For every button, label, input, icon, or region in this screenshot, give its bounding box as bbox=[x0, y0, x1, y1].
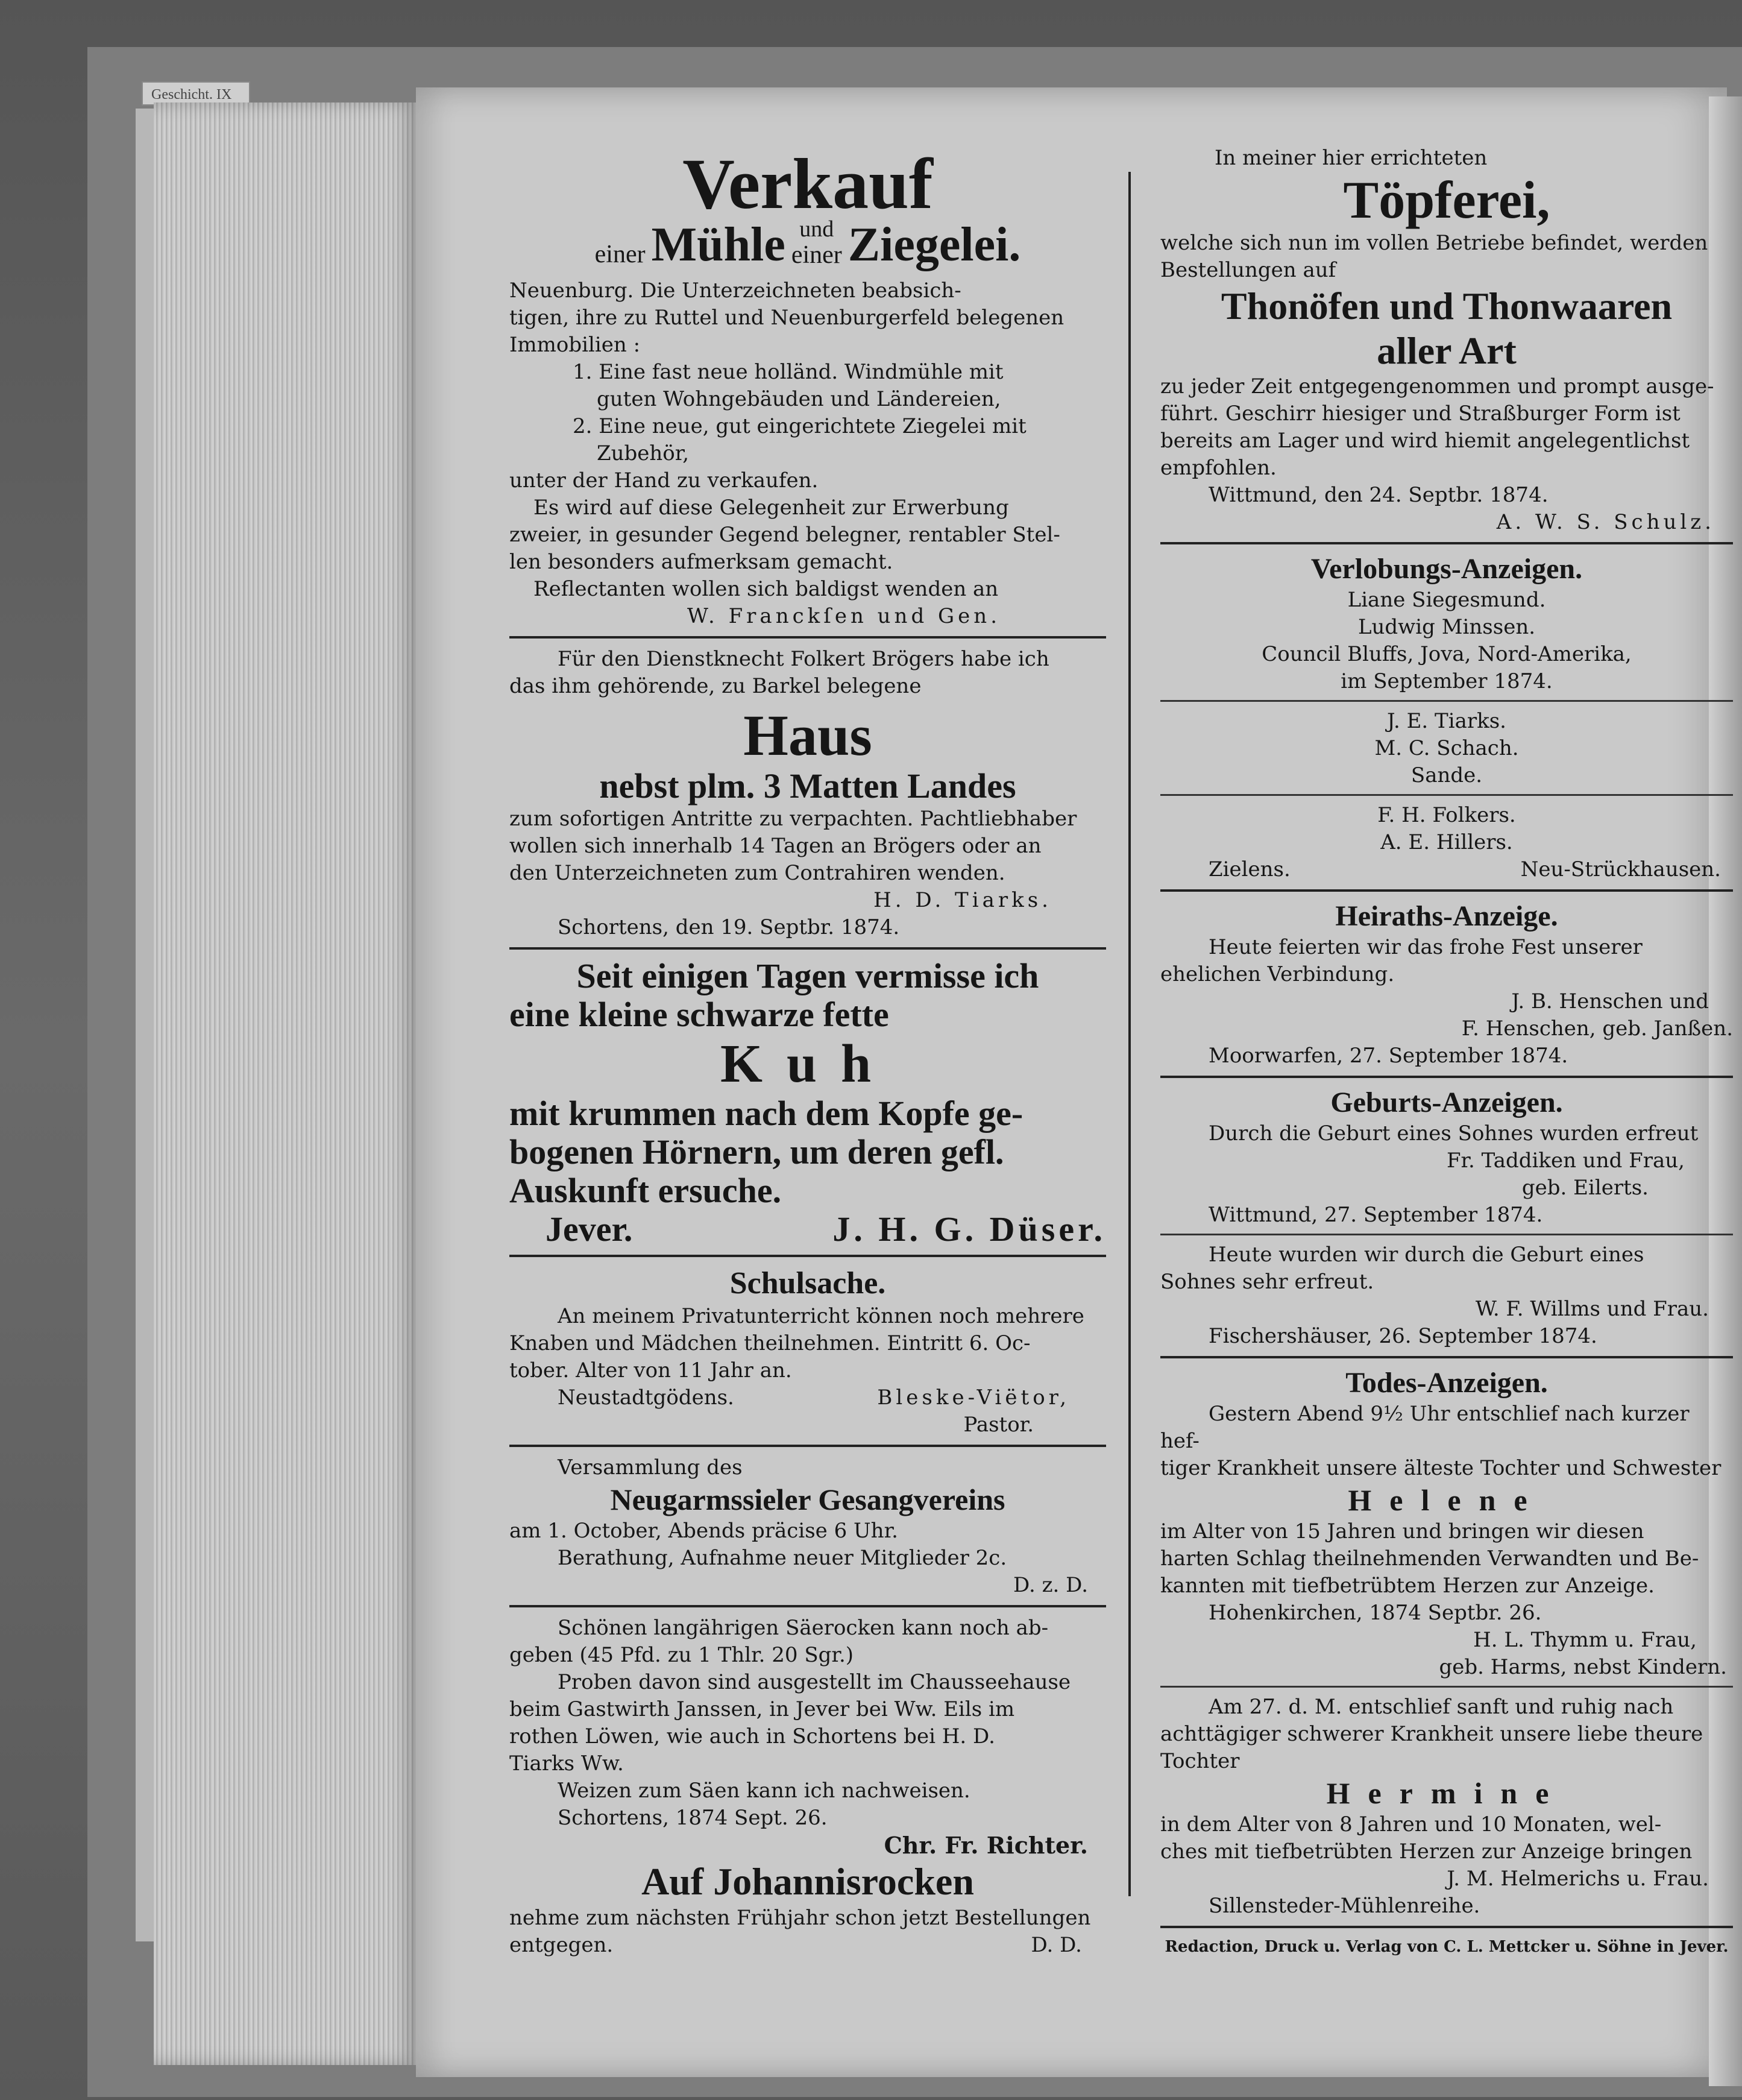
place-date: Hohenkirchen, 1874 Septbr. 26. bbox=[1209, 1601, 1542, 1625]
text-line: im Alter von 15 Jahren und bringen wir diesen bbox=[1160, 1519, 1644, 1543]
ad-separator bbox=[1160, 700, 1733, 702]
text-line: M. C. Schach. bbox=[1374, 736, 1519, 760]
ad-title: Geburts-Anzeigen. bbox=[1330, 1086, 1563, 1118]
text-line: Weizen zum Säen kann ich nachweisen. bbox=[558, 1779, 970, 1803]
text-line: Bestellungen auf bbox=[1160, 258, 1336, 282]
text-line: entgegen. bbox=[509, 1933, 614, 1957]
ad-title: Schulsache. bbox=[729, 1266, 886, 1301]
text-line: Knaben und Mädchen theilnehmen. Eintritt 6. Oc- bbox=[509, 1331, 1031, 1355]
signature: geb. Eilerts. bbox=[1521, 1176, 1649, 1200]
ad-gesangverein bbox=[509, 1454, 1106, 1599]
text-line: im September 1874. bbox=[1341, 669, 1553, 693]
signature-row bbox=[509, 1932, 1106, 1959]
ad-title: Verkauf bbox=[682, 143, 933, 224]
text-line: tigen, ihre zu Ruttel und Neuenburgerfeld belegenen bbox=[509, 306, 1064, 330]
place-date: Schortens, den 19. Septbr. 1874. bbox=[558, 915, 900, 939]
place-date: Moorwarfen, 27. September 1874. bbox=[1209, 1044, 1568, 1068]
signature: W. Franckſen und Gen. bbox=[687, 604, 1001, 628]
ad-title: Haus bbox=[743, 703, 872, 768]
signature: D. D. bbox=[1031, 1933, 1082, 1957]
ad-schulsache bbox=[509, 1264, 1106, 1439]
deceased-name: Helene bbox=[1348, 1483, 1545, 1517]
signature: H. L. Thymm u. Frau, bbox=[1473, 1628, 1697, 1652]
signature: Chr. Fr. Richter. bbox=[884, 1832, 1088, 1859]
text-line: Ludwig Minssen. bbox=[1357, 615, 1536, 639]
text-line: F. H. Folkers. bbox=[1377, 803, 1516, 827]
text-line: empfohlen. bbox=[1160, 456, 1277, 480]
text-line: Neuenburg. Die Unterzeichneten beabsich- bbox=[509, 279, 961, 303]
signature: W. F. Willms und Frau. bbox=[1475, 1297, 1709, 1321]
ad-toepferei bbox=[1160, 145, 1733, 536]
ad-separator bbox=[509, 1445, 1106, 1447]
ad-heirath bbox=[1160, 899, 1733, 1070]
spine-label: Geschicht. IX bbox=[142, 81, 250, 106]
signature-role: Pastor. bbox=[963, 1413, 1034, 1437]
subtitle-word: Mühle bbox=[651, 218, 785, 271]
ad-subtitle bbox=[509, 217, 1106, 269]
signature: A. W. S. Schulz. bbox=[1496, 510, 1715, 534]
subtitle-word: einer bbox=[791, 241, 842, 269]
ad-geburt bbox=[1160, 1085, 1733, 1350]
place: Neustadtgödens. bbox=[558, 1386, 734, 1410]
place-row bbox=[1160, 856, 1733, 883]
ad-title: Töpferei, bbox=[1343, 171, 1550, 230]
ad-separator bbox=[1160, 889, 1733, 892]
subtitle-word: Ziegelei. bbox=[847, 218, 1021, 271]
text-line: harten Schlag theilnehmenden Verwandten und Be- bbox=[1160, 1547, 1699, 1571]
ad-saatroggen bbox=[509, 1615, 1106, 1859]
deceased-name: Hermine bbox=[1326, 1776, 1567, 1810]
ad-johannisrocken bbox=[509, 1859, 1106, 1959]
text-line: In meiner hier errichteten bbox=[1215, 146, 1488, 170]
text-line: ches mit tiefbetrübten Herzen zur Anzeige bringen bbox=[1160, 1840, 1693, 1864]
text-line: wollen sich innerhalb 14 Tagen an Brögers oder an bbox=[509, 834, 1042, 858]
text-line: nehme zum nächsten Frühjahr schon jetzt Bestellungen bbox=[509, 1906, 1091, 1930]
text-line: Immobilien : bbox=[509, 333, 641, 357]
text-line: Für den Dienstknecht Folkert Brögers habe ich bbox=[558, 647, 1049, 671]
text-line: den Unterzeichneten zum Contrahiren wenden. bbox=[509, 861, 1005, 885]
text-line: Versammlung des bbox=[558, 1455, 743, 1480]
signature: Fr. Taddiken und Frau, bbox=[1446, 1149, 1685, 1173]
ad-title: Neugarmssieler Gesangvereins bbox=[610, 1483, 1005, 1516]
text-line: Heute wurden wir durch die Geburt eines bbox=[1209, 1243, 1644, 1267]
text-line: A. E. Hillers. bbox=[1380, 830, 1513, 854]
ad-separator bbox=[1160, 1926, 1733, 1928]
text-line: beim Gastwirth Janssen, in Jever bei Ww. Eils im bbox=[509, 1697, 1015, 1721]
text-line: Auskunft ersuche. bbox=[509, 1171, 782, 1210]
place-date: Wittmund, 27. September 1874. bbox=[1209, 1203, 1543, 1227]
text-line: Tiarks Ww. bbox=[509, 1752, 624, 1776]
place-date: Wittmund, den 24. Septbr. 1874. bbox=[1209, 483, 1549, 507]
text-line: Zubehör, bbox=[597, 441, 690, 465]
left-column bbox=[509, 145, 1106, 1959]
ad-separator bbox=[509, 1255, 1106, 1257]
ad-kuh bbox=[509, 957, 1106, 1249]
ad-title: Kuh bbox=[720, 1034, 896, 1094]
text-line: führt. Geschirr hiesiger und Straßburger Form ist bbox=[1160, 402, 1681, 426]
text-line: Es wird auf diese Gelegenheit zur Erwerbung bbox=[533, 496, 1009, 520]
page-stack-edge bbox=[154, 102, 419, 2065]
text-line: kannten mit tiefbetrübtem Herzen zur Anzeige. bbox=[1160, 1574, 1655, 1598]
text-line: zum sofortigen Antritte zu verpachten. Pachtliebhaber bbox=[509, 807, 1077, 831]
text-line: unter der Hand zu verkaufen. bbox=[509, 468, 819, 493]
place-date: Fischershäuser, 26. September 1874. bbox=[1209, 1324, 1597, 1348]
text-line: An meinem Privatunterricht können noch mehrere bbox=[558, 1304, 1084, 1328]
imprint-footer: Redaction, Druck u. Verlag von C. L. Mettcker u. Söhne in Jever. bbox=[1165, 1938, 1729, 1956]
text-line: Seit einigen Tagen vermisse ich bbox=[576, 956, 1039, 995]
ad-verkauf bbox=[509, 145, 1106, 630]
ad-separator bbox=[1160, 794, 1733, 796]
text-line: Schönen langährigen Säerocken kann noch ab- bbox=[558, 1616, 1049, 1640]
text-line: Heute feierten wir das frohe Fest unserer bbox=[1209, 935, 1643, 959]
signature: F. Henschen, geb. Janßen. bbox=[1461, 1017, 1733, 1041]
text-line: ehelichen Verbindung. bbox=[1160, 962, 1395, 986]
place: Sillensteder-Mühlenreihe. bbox=[1209, 1894, 1480, 1918]
ad-title: Todes-Anzeigen. bbox=[1345, 1367, 1548, 1399]
text-line: 2. Eine neue, gut eingerichtete Ziegelei mit bbox=[573, 414, 1027, 438]
signature-row bbox=[509, 1210, 1106, 1249]
text-line: Durch die Geburt eines Sohnes wurden erfreut bbox=[1209, 1121, 1699, 1146]
place: Neu-Strückhausen. bbox=[1520, 857, 1721, 881]
text-line: geben (45 Pfd. zu 1 Thlr. 20 Sgr.) bbox=[509, 1643, 854, 1667]
text-line: Liane Siegesmund. bbox=[1347, 588, 1546, 612]
ad-haus bbox=[509, 646, 1106, 941]
ad-separator bbox=[509, 636, 1106, 639]
ad-subtitle: nebst plm. 3 Matten Landes bbox=[599, 766, 1016, 806]
text-line: Gestern Abend 9½ Uhr entschlief nach kurzer hef- bbox=[1160, 1402, 1690, 1453]
ad-verlobung bbox=[1160, 552, 1733, 883]
text-line: rothen Löwen, wie auch in Schortens bei H. D. bbox=[509, 1724, 995, 1748]
signature-row bbox=[509, 1384, 1106, 1411]
text-line: das ihm gehörende, zu Barkel belegene bbox=[509, 674, 922, 698]
text-line: guten Wohngebäuden und Ländereien, bbox=[597, 387, 1001, 411]
text-line: Berathung, Aufnahme neuer Mitglieder 2c. bbox=[558, 1546, 1007, 1570]
signature: J. M. Helmerichs u. Frau. bbox=[1447, 1867, 1709, 1891]
ad-title: Heiraths-Anzeige. bbox=[1335, 900, 1558, 932]
text-line: Am 27. d. M. entschlief sanft und ruhig nach bbox=[1209, 1695, 1674, 1719]
text-line: J. E. Tiarks. bbox=[1387, 709, 1506, 733]
right-column bbox=[1160, 145, 1733, 1974]
column-divider bbox=[1128, 172, 1131, 1896]
subtitle-word: und bbox=[799, 216, 834, 242]
text-line: 1. Eine fast neue holländ. Windmühle mit bbox=[573, 360, 1004, 384]
ad-separator bbox=[1160, 1356, 1733, 1358]
signature: H. D. Tiarks. bbox=[873, 888, 1052, 912]
text-line: Reflectanten wollen sich baldigst wenden an bbox=[533, 577, 999, 601]
text-line: tiger Krankheit unsere älteste Tochter und Schwester bbox=[1160, 1456, 1722, 1480]
text-line: Proben davon sind ausgestellt im Chausseehause bbox=[558, 1670, 1071, 1694]
ad-separator bbox=[509, 1605, 1106, 1607]
subtitle-word: einer bbox=[594, 241, 646, 268]
signature: geb. Harms, nebst Kindern. bbox=[1439, 1655, 1727, 1679]
ad-title: Verlobungs-Anzeigen. bbox=[1310, 553, 1583, 585]
text-line: in dem Alter von 8 Jahren und 10 Monaten, wel- bbox=[1160, 1812, 1662, 1837]
ad-separator bbox=[1160, 1686, 1733, 1688]
text-line: Sande. bbox=[1410, 763, 1483, 787]
ad-subtitle: Thonöfen und Thonwaaren bbox=[1221, 285, 1673, 327]
signature: Bleske-Viëtor, bbox=[877, 1386, 1070, 1410]
ad-separator bbox=[1160, 542, 1733, 544]
text-line: len besonders aufmerksam gemacht. bbox=[509, 550, 893, 574]
text-line: zweier, in gesunder Gegend belegner, rentabler Stel- bbox=[509, 523, 1060, 547]
place: Jever. bbox=[546, 1209, 633, 1249]
text-line: welche sich nun im vollen Betriebe befindet, werden bbox=[1160, 231, 1708, 255]
text-line: mit krummen nach dem Kopfe ge- bbox=[509, 1094, 1024, 1133]
place-date: Schortens, 1874 Sept. 26. bbox=[558, 1806, 828, 1830]
text-line: am 1. October, Abends präcise 6 Uhr. bbox=[509, 1519, 898, 1543]
ad-subtitle: aller Art bbox=[1377, 329, 1517, 372]
signature: D. z. D. bbox=[1013, 1573, 1088, 1597]
ad-title: Auf Johannisrocken bbox=[641, 1860, 974, 1903]
text-line: achttägiger schwerer Krankheit unsere liebe theure bbox=[1160, 1722, 1703, 1746]
text-line: eine kleine schwarze fette bbox=[509, 995, 889, 1034]
text-line: bereits am Lager und wird hiemit angelegentlichst bbox=[1160, 429, 1690, 453]
ad-separator bbox=[509, 947, 1106, 950]
text-line: Council Bluffs, Jova, Nord-Amerika, bbox=[1262, 642, 1632, 666]
ad-separator bbox=[1160, 1234, 1733, 1235]
signature: J. B. Henschen und bbox=[1511, 989, 1709, 1014]
ad-todes bbox=[1160, 1366, 1733, 1920]
subtitle-connector bbox=[791, 217, 842, 269]
ad-separator bbox=[1160, 1076, 1733, 1078]
text-line: zu jeder Zeit entgegengenommen und prompt ausge- bbox=[1160, 374, 1714, 399]
text-line: bogenen Hörnern, um deren gefl. bbox=[509, 1132, 1004, 1171]
place: Zielens. bbox=[1209, 857, 1291, 881]
text-line: Tochter bbox=[1160, 1749, 1240, 1773]
text-line: tober. Alter von 11 Jahr an. bbox=[509, 1358, 792, 1383]
text-line: Sohnes sehr erfreut. bbox=[1160, 1270, 1374, 1294]
signature: J. H. G. Düser. bbox=[832, 1209, 1106, 1249]
